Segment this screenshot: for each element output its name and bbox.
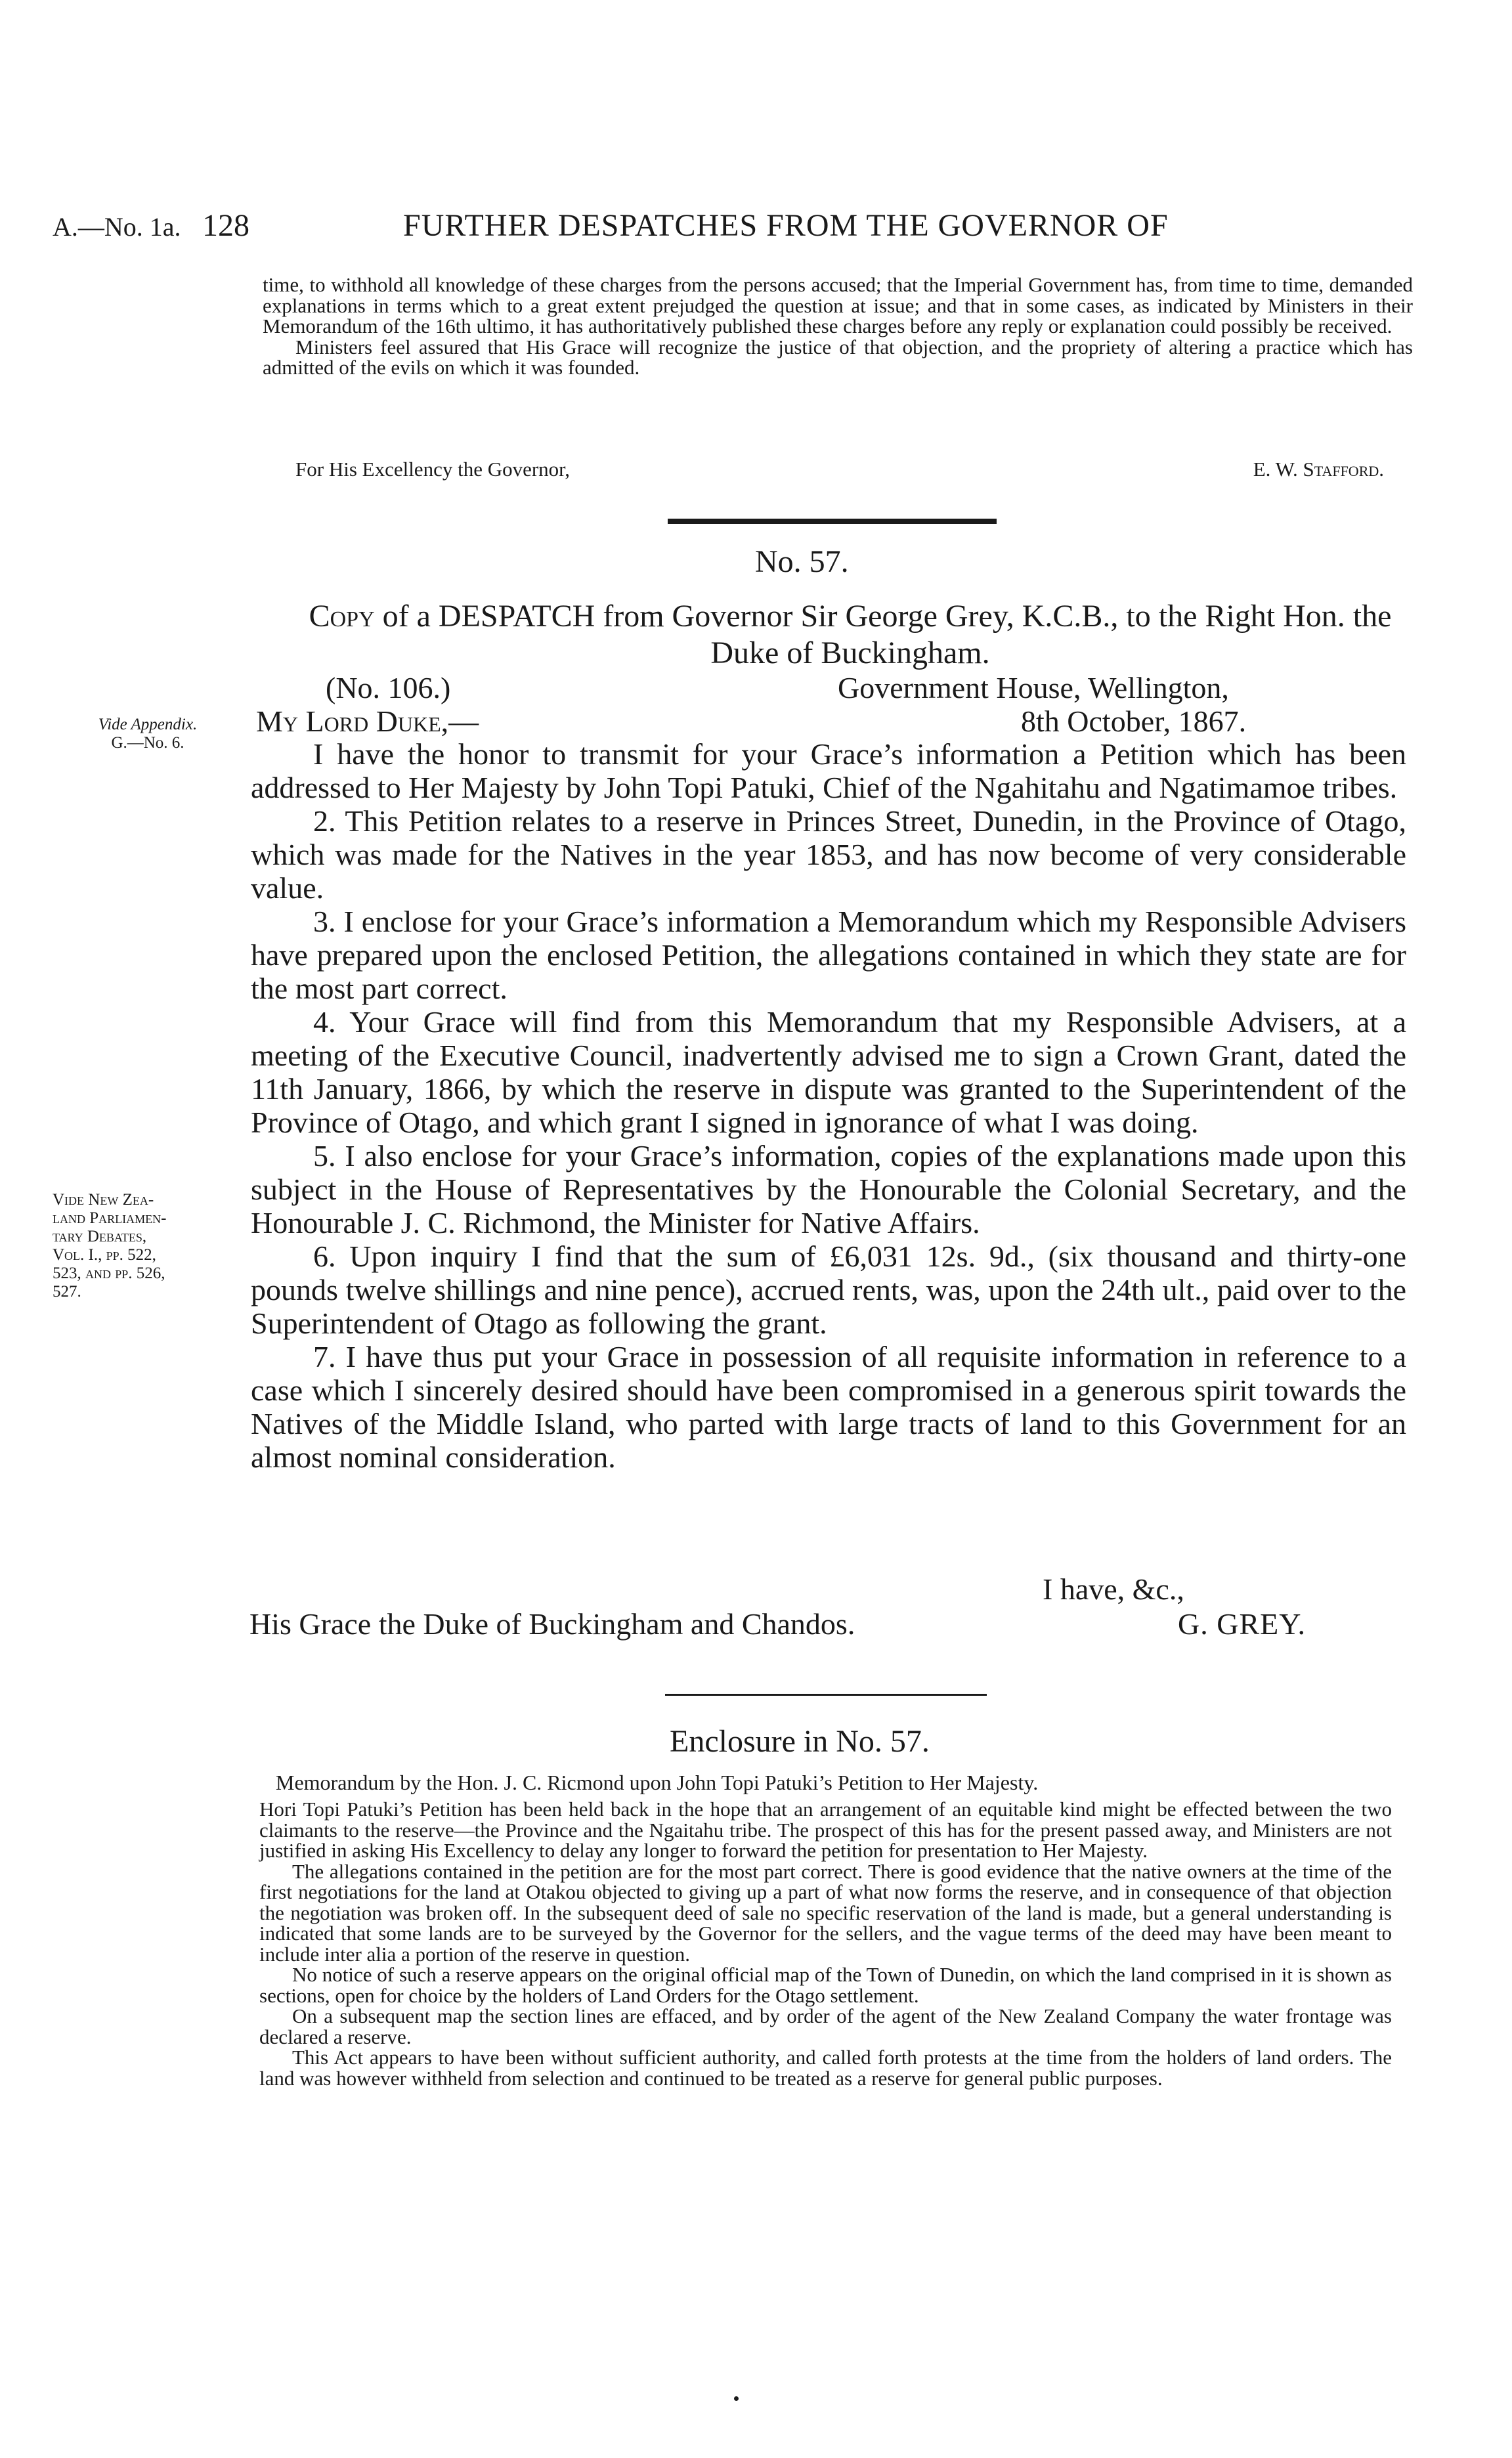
margin-note-line: 527. (53, 1283, 81, 1301)
margin-note-line: Vide Appendix. (98, 716, 198, 733)
paragraph: On a subsequent map the section lines are effaced, and by order of the agent of the New Zealand Company the water frontage was declared a reserve. (259, 2004, 1392, 2048)
paragraph: Ministers feel assured that His Grace will recognize the justice of that objection, and the propriety of altering a practice which has admitted of the evils on which it was founded. (263, 335, 1413, 379)
addressee: His Grace the Duke of Buckingham and Chandos. (249, 1607, 855, 1641)
enclosure-body (259, 1799, 1392, 2088)
document-reference: A.—No. 1a. (53, 212, 181, 242)
closing: I have, &c., (1043, 1572, 1184, 1606)
despatch-title: of a DESPATCH from Governor Sir George Grey, K.C.B., to the Right Hon. the Duke of Buckingham. (382, 599, 1392, 670)
section-divider (668, 519, 997, 524)
signatory: E. W. Stafford. (1253, 458, 1384, 481)
salutation: My Lord Duke,— (256, 704, 479, 738)
paragraph: 5. I also enclose for your Grace’s information, copies of the explanations made upon this subject in the House of Representatives by the Honourable the Colonial Secretary, and the Honourable J. C. Richmond, the Minister for Native Affairs. (251, 1139, 1406, 1240)
paragraph: Hori Topi Patuki’s Petition has been held back in the hope that an arrangement of an equitable kind might be effected between the two claimants to the reserve—the Province and the Ngaitahu tribe. The prospect of this has for the present passed away, and Ministers are not justified in asking His Excellency to delay any longer to forward the petition for presentation to Her Majesty. (259, 1798, 1392, 1862)
page-number: 128 (202, 208, 249, 243)
margin-note (53, 1191, 249, 1301)
paragraph: 4. Your Grace will find from this Memorandum that my Responsible Advisers, at a meeting of the Executive Council, inadvertently advised me to sign a Crown Grant, dated the 11th January, 1866, by which the reserve in dispute was granted to the Superintendent of the Province of Otago, and which grant I signed in ignorance of what I was doing. (251, 1005, 1406, 1139)
paragraph: I have the honor to transmit for your Grace’s information a Petition which has been addressed to Her Majesty by John Topi Patuki, Chief of the Ngahitahu and Ngatimamoe tribes. (251, 737, 1406, 804)
paragraph: No notice of such a reserve appears on the original official map of the Town of Dunedin, on which the land comprised in it is shown as sections, open for choice by the holders of Land Orders for the Otago settlement. (259, 1963, 1392, 2007)
despatch-ref-number: (No. 106.) (326, 671, 451, 704)
memorandum-title: Memorandum by the Hon. J. C. Ricmond upon John Topi Patuki’s Petition to Her Majesty. (276, 1771, 1039, 1794)
margin-note-line: land Parliamen- (53, 1209, 167, 1227)
margin-note-line: Vol. I., pp. 522, (53, 1246, 156, 1264)
for-line: For His Excellency the Governor, (295, 458, 571, 481)
margin-note-line: 523, and pp. 526, (53, 1264, 165, 1282)
enclosure-title: Enclosure in No. 57. (670, 1724, 930, 1759)
copy-lead: Copy (309, 599, 375, 634)
despatch-number: No. 57. (755, 544, 849, 579)
margin-note-line: Vide New Zea- (53, 1191, 154, 1209)
paragraph: 6. Upon inquiry I find that the sum of £6,031 12s. 9d., (six thousand and thirty-one pounds twelve shillings and nine pence), accrued rents, was, upon the 24th ult., paid over to the Superintendent of Otago as following the grant. (251, 1240, 1406, 1340)
section-divider (665, 1694, 987, 1696)
despatch-date: 8th October, 1867. (1021, 704, 1247, 738)
signature-line (295, 458, 1384, 481)
previous-memorandum-continuation (263, 274, 1413, 378)
paragraph: 3. I enclose for your Grace’s information a Memorandum which my Responsible Advisers have prepared upon the enclosed Petition, the allegations contained in which they state are for the most part correct. (251, 905, 1406, 1005)
margin-note-line: G.—No. 6. (111, 734, 184, 752)
running-title: FURTHER DESPATCHES FROM THE GOVERNOR OF (403, 208, 1169, 243)
paragraph: This Act appears to have been without sufficient authority, and called forth protests at the time from the holders of land orders. The land was however withheld from selection and continued to be treated as a reserve for general public purposes. (259, 2046, 1392, 2090)
despatch-heading (289, 598, 1412, 672)
paragraph: The allegations contained in the petition are for the most part correct. There is good evidence that the native owners at the time of the first negotiations for the land at Otakou objected to giving up a part of what now forms the reserve, and in consequence of that objection the negotiation was broken off. In the subsequent deed of sale no specific reservation of the land is made, but a general understanding is indicated that some lands are to be surveyed by the Governor for the sellers, and the vague terms of the deed may have been meant to include inter alia a portion of the reserve in question. (259, 1859, 1392, 1966)
despatch-body (251, 737, 1406, 1474)
signer: G. GREY. (1178, 1607, 1307, 1641)
margin-note (53, 716, 243, 752)
paragraph: 7. I have thus put your Grace in possession of all requisite information in reference to a case which I sincerely desired should have been compromised in a generous spirit towards the Natives of the Middle Island, who parted with large tracts of land to this Government for an almost nominal consideration. (251, 1340, 1406, 1474)
paragraph: time, to withhold all knowledge of these charges from the persons accused; that the Imperial Government has, from time to time, demanded explanations in terms which to a great extent prejudged the question at issue; and that in some cases, as indicated by Ministers in their Memorandum of the 16th ultimo, it has authoritatively published these charges before any reply or explanation could possibly be received. (263, 273, 1413, 337)
sender-address: Government House, Wellington, (838, 671, 1229, 704)
paragraph: 2. This Petition relates to a reserve in Princes Street, Dunedin, in the Province of Otago, which was made for the Natives in the year 1853, and has now become of very considerable value. (251, 804, 1406, 905)
printer-mark (734, 2396, 739, 2401)
margin-note-line: tary Debates, (53, 1228, 147, 1245)
